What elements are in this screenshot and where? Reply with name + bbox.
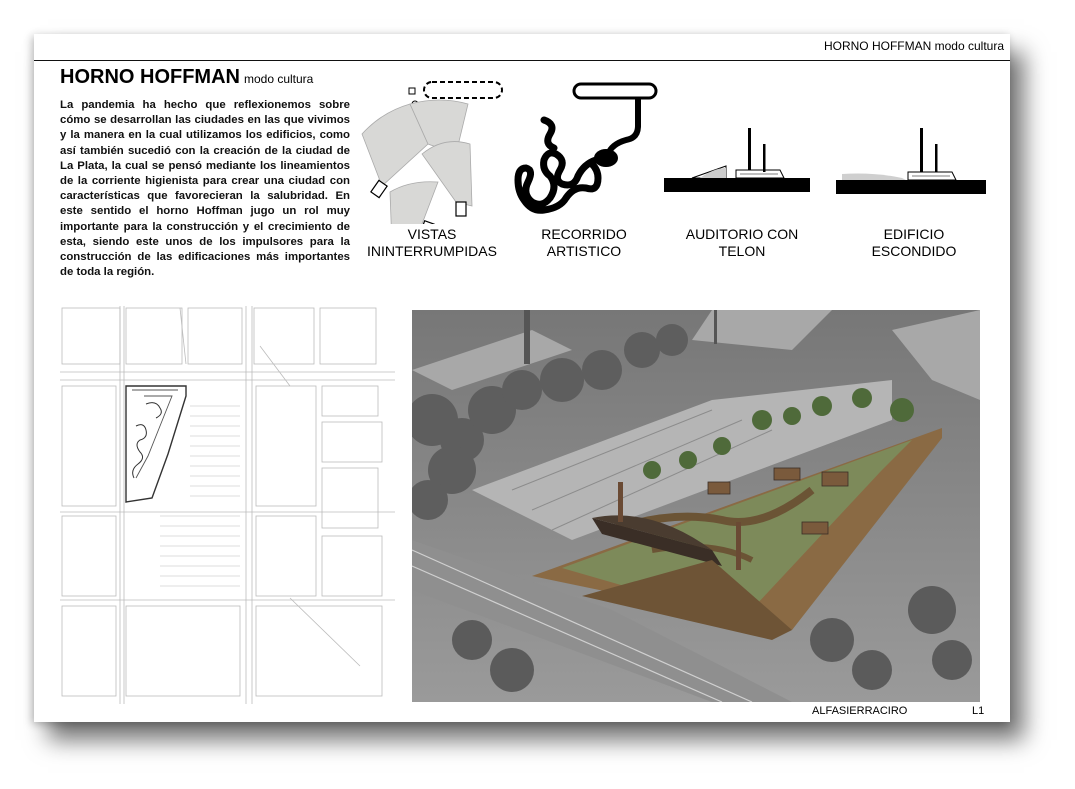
header-text: HORNO HOFFMAN modo cultura <box>823 39 1004 53</box>
concept-recorrido-label: RECORRIDO ARTISTICO <box>541 226 627 259</box>
title-main: HORNO HOFFMAN <box>60 66 240 88</box>
header-bar <box>34 34 1010 61</box>
concept-vistas-label: VISTAS ININTERRUMPIDAS <box>367 226 497 259</box>
aerial-render <box>412 310 980 702</box>
aerial-render-illustration <box>412 310 980 702</box>
vistas-diagram <box>352 74 512 224</box>
site-plan <box>60 306 395 704</box>
auditorio-diagram <box>662 74 822 224</box>
intro-paragraph: La pandemia ha hecho que reflexionemos sobre cómo se desarrollan las ciudades en las que vivimos y la manera en la cual utilizamos los edificios, como así también sucedió con la creación de la ciudad de La Plata, la cual se pensó mediante los lineamientos de la corriente higienista para crear una ciudad con características que favorecieran la salubridad. En este sentido el horno Hoffman jugo un rol muy importante para la construcción y el crecimiento de esta, siendo este unos de los impulsores para la construcción de las edificaciones más importantes de toda la región. <box>60 99 350 279</box>
edificio-diagram <box>834 74 994 224</box>
page-title <box>60 66 313 89</box>
concept-edificio-label: EDIFICIO ESCONDIDO <box>871 226 957 259</box>
presentation-sheet <box>34 34 1010 722</box>
recorrido-diagram <box>504 74 664 224</box>
title-sub: modo cultura <box>243 72 314 86</box>
site-plan-drawing <box>60 306 395 704</box>
concept-recorrido <box>504 74 664 274</box>
concept-auditorio <box>662 74 822 274</box>
footer-page-number: L1 <box>972 705 985 717</box>
concept-edificio <box>834 74 994 274</box>
concept-auditorio-label: AUDITORIO CON TELON <box>685 226 799 259</box>
concept-vistas <box>352 74 512 274</box>
footer-author: ALFASIERRACIRO <box>812 705 908 717</box>
